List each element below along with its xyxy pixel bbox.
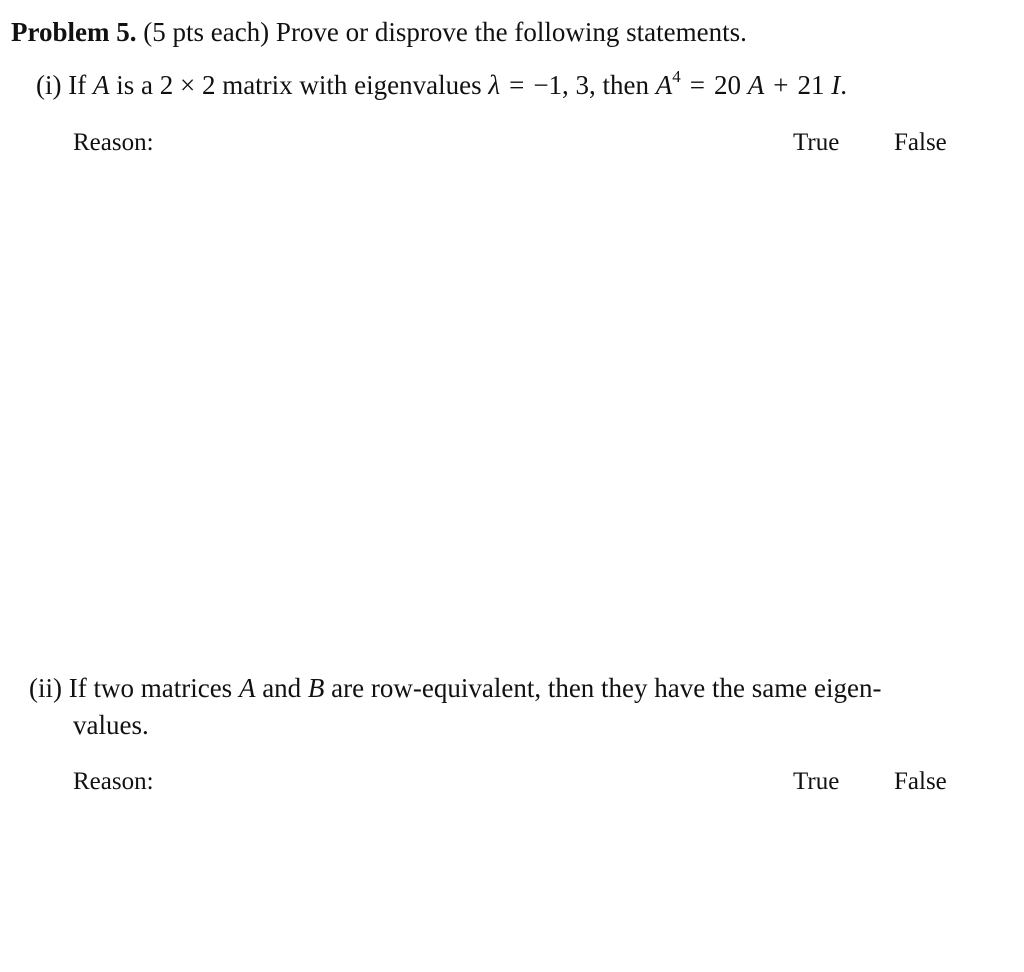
false-option-i[interactable]: False — [894, 129, 947, 156]
part-i-exponent: 4 — [672, 67, 681, 86]
true-option-i[interactable]: True — [793, 129, 840, 156]
statement-ii — [29, 672, 881, 704]
part-i-identity: I — [831, 70, 841, 100]
part-i-a-power-base: A — [655, 70, 673, 100]
reason-label-ii: Reason: — [73, 768, 154, 795]
part-i-var-a: A — [92, 70, 110, 100]
part-i-text-matrix: is a 2 × 2 matrix with eigenvalues — [116, 70, 482, 100]
part-ii-label: (ii) — [29, 673, 62, 703]
part-ii-text-1: If two matrices — [68, 673, 233, 703]
part-i-period: . — [840, 70, 847, 100]
statement-i — [36, 69, 847, 101]
part-ii-var-b: B — [307, 673, 325, 703]
part-i-text-if: If — [68, 70, 87, 100]
part-i-equals-2: = — [689, 70, 706, 100]
part-ii-var-a: A — [238, 673, 256, 703]
part-ii-text-3: are row-equivalent, then they have the same eigen- — [331, 673, 882, 703]
part-i-coef-21: 21 — [797, 70, 825, 100]
true-option-ii[interactable]: True — [793, 768, 840, 795]
part-i-equals: = — [509, 70, 525, 100]
part-i-coef-20: 20 — [714, 70, 742, 100]
statement-ii-continuation: values. — [73, 710, 149, 740]
problem-heading — [11, 16, 747, 48]
part-i-values: −1, 3, then — [533, 70, 650, 100]
false-option-ii[interactable]: False — [894, 768, 947, 795]
part-i-a-term: A — [747, 70, 765, 100]
reason-label-i: Reason: — [73, 129, 154, 156]
part-i-plus: + — [773, 70, 789, 100]
part-i-lambda: λ — [488, 70, 501, 100]
part-i-label: (i) — [36, 70, 62, 100]
part-ii-text-and: and — [262, 673, 302, 703]
problem-label: Problem 5. — [11, 17, 137, 47]
problem-intro: (5 pts each) Prove or disprove the following statements. — [143, 17, 747, 47]
